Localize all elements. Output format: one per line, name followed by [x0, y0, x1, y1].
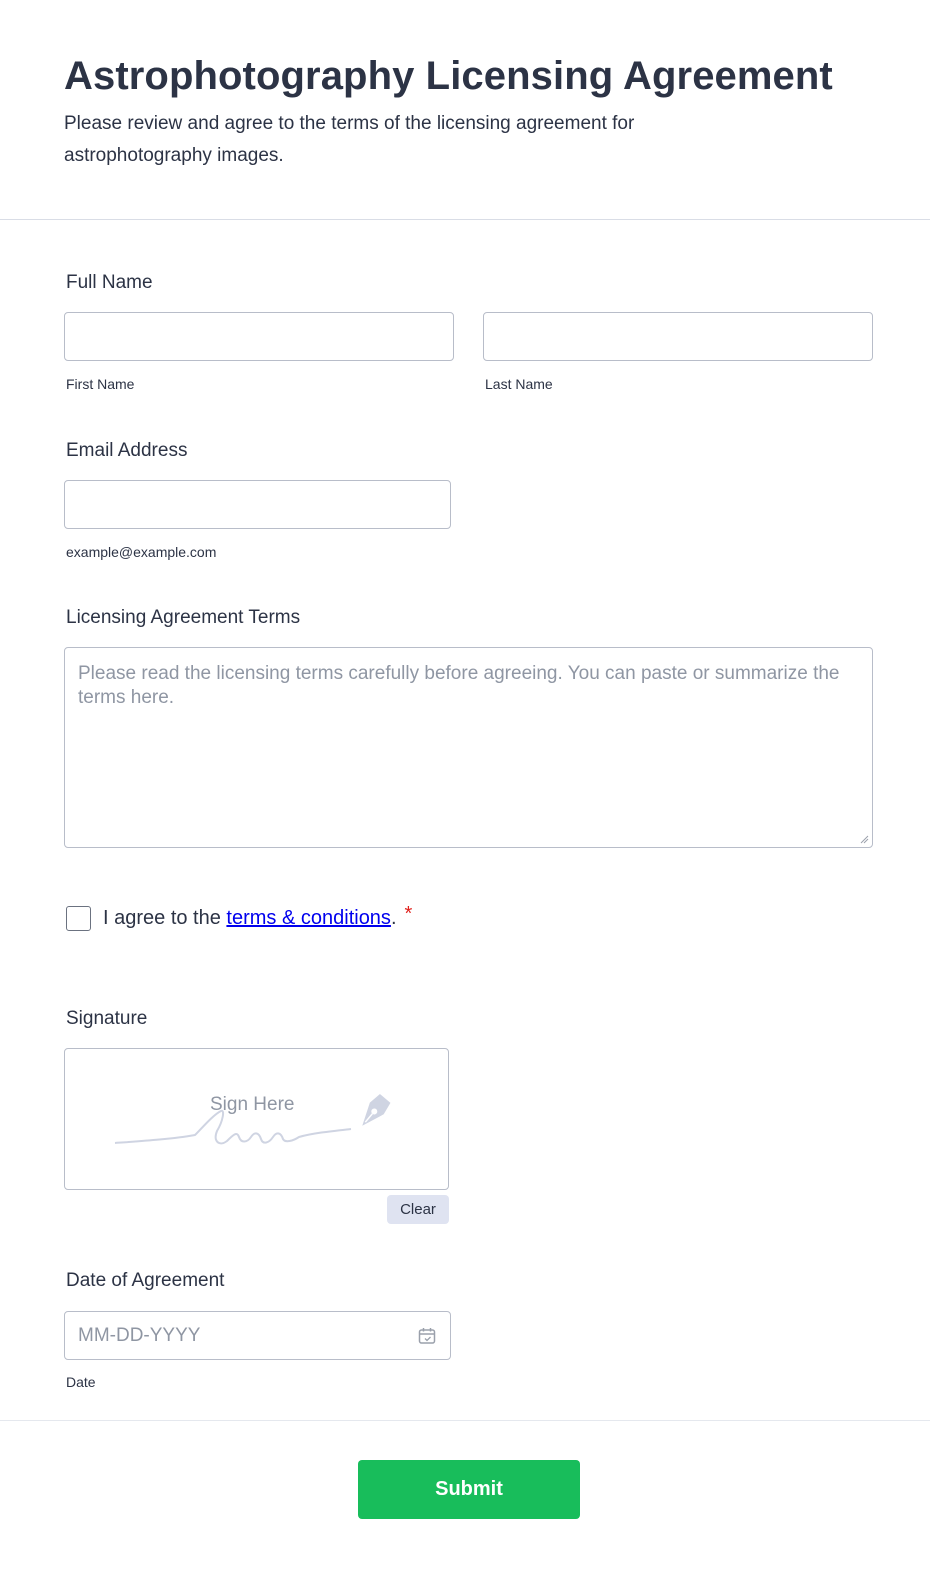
email-sublabel: example@example.com: [66, 544, 217, 560]
date-label: Date of Agreement: [66, 1270, 225, 1291]
calendar-icon[interactable]: [417, 1326, 437, 1346]
pen-nib-icon: [349, 1089, 397, 1137]
required-mark: *: [404, 903, 413, 925]
resize-grip-icon[interactable]: [859, 834, 869, 844]
date-input[interactable]: [64, 1311, 451, 1360]
signature-label: Signature: [66, 1008, 148, 1029]
terms-label: Licensing Agreement Terms: [66, 607, 301, 628]
email-input[interactable]: [64, 480, 451, 529]
last-name-sublabel: Last Name: [485, 376, 553, 392]
last-name-input[interactable]: [483, 312, 873, 361]
agree-text: [103, 907, 397, 930]
header-divider: [0, 219, 930, 220]
page-subtitle: Please review and agree to the terms of the licensing agreement for astrophotography images.: [64, 113, 635, 166]
agree-checkbox[interactable]: [66, 906, 91, 931]
page-title: Astrophotography Licensing Agreement: [64, 54, 833, 98]
first-name-sublabel: First Name: [66, 376, 135, 392]
submit-button[interactable]: Submit: [358, 1460, 580, 1519]
date-placeholder: MM-DD-YYYY: [78, 1325, 201, 1346]
signature-placeholder: Sign Here: [210, 1094, 295, 1115]
email-label: Email Address: [66, 440, 188, 461]
terms-textarea[interactable]: [64, 647, 873, 848]
agree-suffix: .: [390, 907, 397, 929]
agree-row: [66, 903, 413, 931]
footer-divider: [0, 1420, 930, 1421]
date-sublabel: Date: [66, 1374, 96, 1390]
agree-prefix: I agree to the: [103, 907, 227, 929]
form-header: [64, 52, 864, 172]
signature-pad[interactable]: [64, 1048, 449, 1190]
terms-link[interactable]: terms & conditions: [226, 907, 391, 929]
full-name-label: Full Name: [66, 272, 153, 293]
terms-placeholder: Please read the licensing terms carefully before agreeing. You can paste or summarize the terms here.: [78, 663, 840, 708]
clear-signature-button[interactable]: Clear: [387, 1195, 449, 1224]
first-name-input[interactable]: [64, 312, 454, 361]
